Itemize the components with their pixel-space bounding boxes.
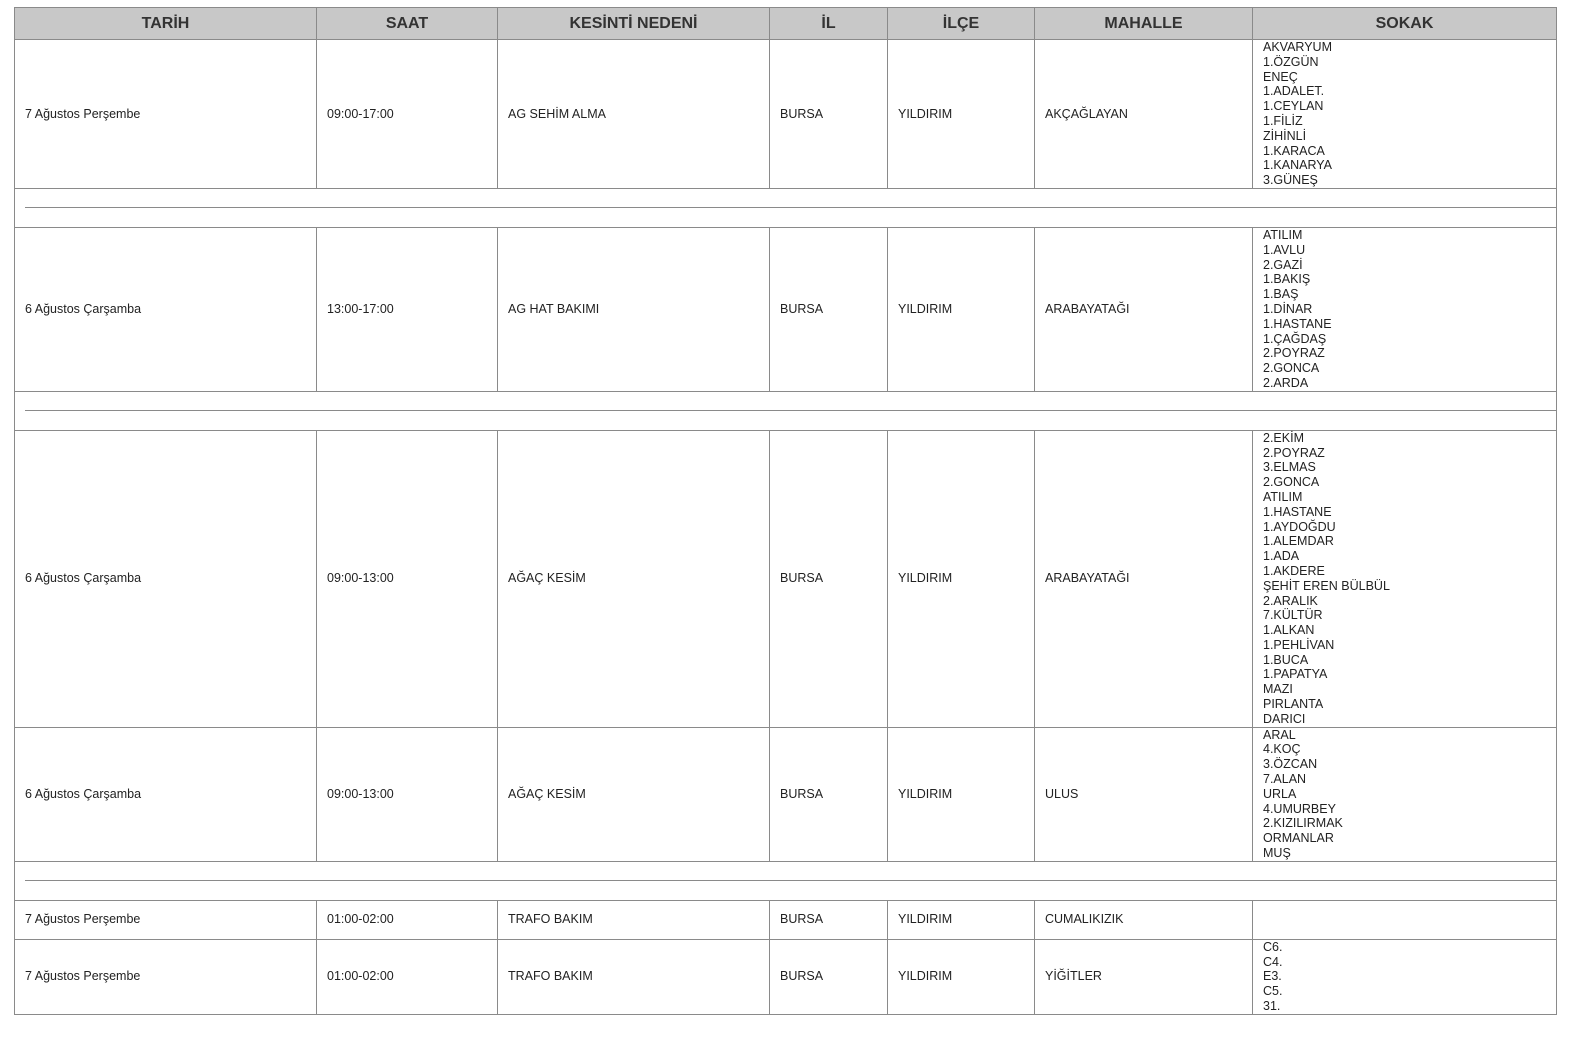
street-name: ATILIM <box>1263 227 1303 242</box>
street-name: 2.GONCA <box>1263 475 1320 490</box>
street-name: 2.GAZİ <box>1263 257 1303 272</box>
street-name: DARICI <box>1263 711 1306 726</box>
street-name: 1.AYDOĞDU <box>1263 519 1336 534</box>
cell-neden: TRAFO BAKIM <box>498 939 770 1014</box>
column-header-tarih: TARİH <box>15 8 317 40</box>
street-name: 2.ARALIK <box>1263 593 1318 608</box>
separator-cell <box>15 188 1557 227</box>
street-name: E3. <box>1263 969 1282 984</box>
cell-mahalle: ARABAYATAĞI <box>1035 430 1253 727</box>
street-name: 1.FİLİZ <box>1263 113 1303 128</box>
street-name: C6. <box>1263 939 1283 954</box>
separator-line <box>25 410 1556 411</box>
street-name: 1.AKDERE <box>1263 563 1325 578</box>
street-name: 1.ADA <box>1263 549 1300 564</box>
street-name: 2.GONCA <box>1263 361 1320 376</box>
cell-saat: 09:00-17:00 <box>317 40 498 189</box>
cell-tarih: 7 Ağustos Perşembe <box>15 900 317 939</box>
cell-saat: 09:00-13:00 <box>317 727 498 861</box>
street-name: 1.BAKIŞ <box>1263 272 1311 287</box>
street-name: ŞEHİT EREN BÜLBÜL <box>1263 578 1390 593</box>
cell-mahalle: AKÇAĞLAYAN <box>1035 40 1253 189</box>
cell-saat: 01:00-02:00 <box>317 939 498 1014</box>
street-name: 1.HASTANE <box>1263 504 1332 519</box>
table-row <box>15 727 1557 861</box>
street-name: 7.KÜLTÜR <box>1263 608 1323 623</box>
street-name: URLA <box>1263 786 1297 801</box>
street-name: 3.ELMAS <box>1263 460 1316 475</box>
separator-cell <box>15 861 1557 900</box>
table-body <box>15 40 1557 1015</box>
cell-il: BURSA <box>770 939 888 1014</box>
street-name: 1.KANARYA <box>1263 158 1333 173</box>
cell-tarih: 7 Ağustos Perşembe <box>15 40 317 189</box>
cell-mahalle: ULUS <box>1035 727 1253 861</box>
separator-row <box>15 861 1557 900</box>
street-name: 1.DİNAR <box>1263 301 1313 316</box>
street-name: 2.POYRAZ <box>1263 346 1325 361</box>
table-row <box>15 939 1557 1014</box>
cell-saat: 01:00-02:00 <box>317 900 498 939</box>
street-name: 1.ALEMDAR <box>1263 534 1334 549</box>
cell-tarih: 7 Ağustos Perşembe <box>15 939 317 1014</box>
separator-line <box>25 207 1556 208</box>
separator-line <box>25 880 1556 881</box>
cell-ilce: YILDIRIM <box>888 227 1035 391</box>
street-name: 1.BAŞ <box>1263 287 1299 302</box>
street-name: MUŞ <box>1263 846 1291 861</box>
street-name: 1.KARACA <box>1263 143 1325 158</box>
table-header-row <box>15 8 1557 40</box>
cell-ilce: YILDIRIM <box>888 727 1035 861</box>
cell-ilce: YILDIRIM <box>888 430 1035 727</box>
street-name: ENEÇ <box>1263 69 1298 84</box>
street-name: 1.ÇAĞDAŞ <box>1263 331 1327 346</box>
street-name: 1.BUCA <box>1263 652 1309 667</box>
street-name: ATILIM <box>1263 489 1303 504</box>
cell-saat: 13:00-17:00 <box>317 227 498 391</box>
street-name: 1.CEYLAN <box>1263 99 1324 114</box>
cell-neden: TRAFO BAKIM <box>498 900 770 939</box>
cell-il: BURSA <box>770 900 888 939</box>
street-name: ARAL <box>1263 727 1296 742</box>
cell-saat: 09:00-13:00 <box>317 430 498 727</box>
street-name: 4.KOÇ <box>1263 742 1301 757</box>
cell-tarih: 6 Ağustos Çarşamba <box>15 430 317 727</box>
cell-sokak <box>1253 40 1557 189</box>
street-name: 31. <box>1263 999 1281 1014</box>
separator-row <box>15 391 1557 430</box>
street-name: 2.POYRAZ <box>1263 445 1325 460</box>
outage-table <box>14 7 1557 1015</box>
street-name: 2.ARDA <box>1263 375 1309 390</box>
separator-cell <box>15 391 1557 430</box>
cell-ilce: YILDIRIM <box>888 939 1035 1014</box>
table-row <box>15 430 1557 727</box>
cell-neden: AĞAÇ KESİM <box>498 727 770 861</box>
table-row <box>15 40 1557 189</box>
street-name: ORMANLAR <box>1263 831 1334 846</box>
cell-sokak <box>1253 227 1557 391</box>
column-header-saat: SAAT <box>317 8 498 40</box>
street-name: MAZI <box>1263 682 1293 697</box>
street-name: 1.ALKAN <box>1263 623 1315 638</box>
street-name: 4.UMURBEY <box>1263 801 1336 816</box>
street-name: 3.GÜNEŞ <box>1263 173 1318 188</box>
cell-mahalle: ARABAYATAĞI <box>1035 227 1253 391</box>
cell-sokak <box>1253 430 1557 727</box>
street-name: 1.ÖZGÜN <box>1263 54 1319 69</box>
cell-mahalle: YİĞİTLER <box>1035 939 1253 1014</box>
cell-tarih: 6 Ağustos Çarşamba <box>15 227 317 391</box>
street-name: 7.ALAN <box>1263 772 1307 787</box>
cell-sokak <box>1253 727 1557 861</box>
column-header-il: İL <box>770 8 888 40</box>
cell-neden: AĞAÇ KESİM <box>498 430 770 727</box>
separator-row <box>15 188 1557 227</box>
street-name: 1.HASTANE <box>1263 316 1332 331</box>
street-name: 2.KIZILIRMAK <box>1263 816 1343 831</box>
street-name: 2.EKİM <box>1263 430 1304 445</box>
cell-sokak <box>1253 900 1557 939</box>
street-name: 1.ADALET. <box>1263 84 1325 99</box>
cell-sokak <box>1253 939 1557 1014</box>
column-header-neden: KESİNTİ NEDENİ <box>498 8 770 40</box>
cell-il: BURSA <box>770 40 888 189</box>
street-name: ZİHİNLİ <box>1263 128 1307 143</box>
outage-table-container <box>14 7 1556 1015</box>
cell-mahalle: CUMALIKIZIK <box>1035 900 1253 939</box>
cell-il: BURSA <box>770 430 888 727</box>
street-name: PIRLANTA <box>1263 697 1324 712</box>
street-name: AKVARYUM <box>1263 40 1333 54</box>
street-name: 1.PEHLİVAN <box>1263 637 1335 652</box>
street-name: 3.ÖZCAN <box>1263 757 1318 772</box>
column-header-ilce: İLÇE <box>888 8 1035 40</box>
street-name: C5. <box>1263 984 1283 999</box>
cell-tarih: 6 Ağustos Çarşamba <box>15 727 317 861</box>
street-name: C4. <box>1263 954 1283 969</box>
cell-ilce: YILDIRIM <box>888 40 1035 189</box>
column-header-sokak: SOKAK <box>1253 8 1557 40</box>
cell-ilce: YILDIRIM <box>888 900 1035 939</box>
street-name: 1.AVLU <box>1263 242 1306 257</box>
column-header-mahalle: MAHALLE <box>1035 8 1253 40</box>
table-row <box>15 900 1557 939</box>
cell-neden: AG SEHİM ALMA <box>498 40 770 189</box>
table-row <box>15 227 1557 391</box>
cell-neden: AG HAT BAKIMI <box>498 227 770 391</box>
street-name: 1.PAPATYA <box>1263 667 1328 682</box>
cell-il: BURSA <box>770 227 888 391</box>
cell-il: BURSA <box>770 727 888 861</box>
